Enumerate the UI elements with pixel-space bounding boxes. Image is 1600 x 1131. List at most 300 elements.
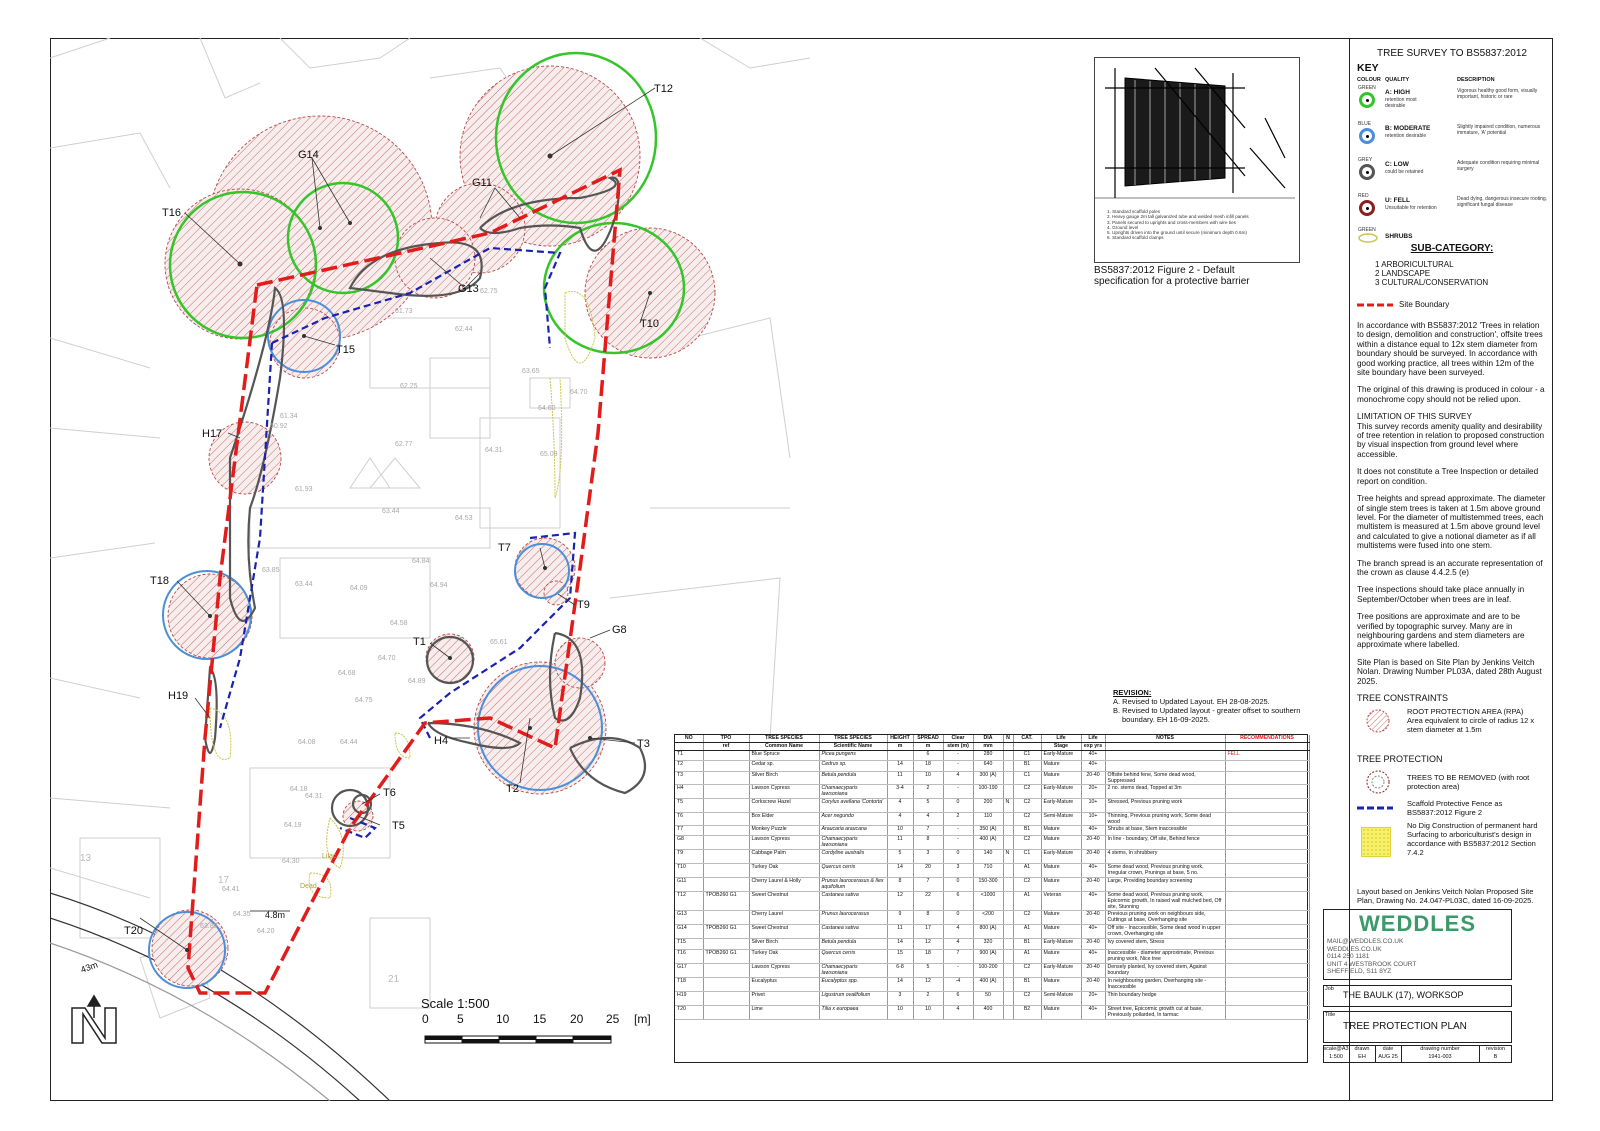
note-paragraph: Tree positions are approximate and are to be verified by topographic survey. Many are in neighbouring gardens and stem diameters are approximate where labelled. xyxy=(1357,612,1525,650)
revision-b2: boundary. EH 16-09-2025. xyxy=(1122,715,1210,724)
table-row xyxy=(675,812,1309,825)
level: 64.30 xyxy=(282,858,300,865)
label-T5: T5 xyxy=(392,820,405,832)
table-cell: Early-Mature xyxy=(1041,798,1081,812)
table-cell: T12 xyxy=(675,892,703,911)
table-subheader-cell: m xyxy=(913,743,943,751)
table-cell: G11 xyxy=(675,878,703,892)
table-cell: A1 xyxy=(1013,892,1041,911)
level: 61.34 xyxy=(280,413,298,420)
level: 64.18 xyxy=(290,786,308,793)
table-cell xyxy=(703,963,749,977)
company-address-2: SHEFFIELD, S11 8YZ xyxy=(1327,968,1392,976)
blue-circle-icon xyxy=(1359,128,1375,144)
table-cell: 40+ xyxy=(1081,892,1105,911)
table-header-cell: N xyxy=(1003,735,1013,743)
red-circle-icon xyxy=(1359,200,1375,216)
table-cell xyxy=(703,761,749,771)
table-cell: 10 xyxy=(913,771,943,784)
table-cell: 7 xyxy=(913,878,943,892)
table-cell: Previous pruning work on neighbours side, Cuttings at base, Overhanging site xyxy=(1105,911,1225,925)
table-cell: C1 xyxy=(1013,850,1041,864)
table-cell: Mature xyxy=(1041,1005,1081,1019)
table-cell: 10 xyxy=(887,1005,913,1019)
table-cell xyxy=(703,798,749,812)
table-cell: Chamaecyparis lawsoniana xyxy=(819,963,887,977)
table-cell xyxy=(1225,911,1309,925)
level: 64.94 xyxy=(430,582,448,589)
table-row xyxy=(675,991,1309,1005)
table-cell: 11 xyxy=(887,925,913,939)
constraints-title: TREE CONSTRAINTS xyxy=(1357,693,1449,703)
table-cell: 900 (A) xyxy=(973,949,1003,963)
scale-bar xyxy=(425,1036,611,1043)
table-cell: 20-40 xyxy=(1081,878,1105,892)
fence-label: Scaffold Protective Fence as BS5837:2012 Figure 2 xyxy=(1407,798,1503,817)
table-cell xyxy=(1003,761,1013,771)
table-cell xyxy=(1225,977,1309,991)
table-cell: Mature xyxy=(1041,949,1081,963)
table-cell: Cedrus sp. xyxy=(819,761,887,771)
level: 64.31 xyxy=(305,793,323,800)
table-cell: 150-300 xyxy=(973,878,1003,892)
key-col-colour: COLOUR xyxy=(1357,77,1381,83)
table-cell: 4 xyxy=(913,812,943,825)
table-cell xyxy=(703,878,749,892)
table-cell: Cherry Laurel xyxy=(749,911,819,925)
table-cell: Early-Mature xyxy=(1041,963,1081,977)
table-row xyxy=(675,784,1309,798)
table-cell: 300 (A) xyxy=(973,771,1003,784)
table-cell: G8 xyxy=(675,836,703,850)
scale-tick: 5 xyxy=(457,1012,464,1026)
company-email: MAIL@WEDDLES.CO.UK xyxy=(1327,938,1404,945)
level: 63.85 xyxy=(200,923,218,930)
level: 64.19 xyxy=(284,822,302,829)
table-cell: 22 xyxy=(913,892,943,911)
figure-note: 5. Uprights driven into the ground until secure (minimum depth 0.6m) xyxy=(1107,230,1247,236)
subcategory-title: SUB-CATEGORY: xyxy=(1410,243,1494,254)
scale-tick: 20 xyxy=(570,1012,584,1026)
barrier-figure xyxy=(1094,57,1300,263)
table-cell: 640 xyxy=(973,761,1003,771)
table-cell: 12 xyxy=(913,977,943,991)
table-subheader-cell: Stage xyxy=(1041,743,1081,751)
table-cell: 4 xyxy=(887,812,913,825)
figure-note: 2. Heavy gauge 2m tall galvanized tube and welded mesh infill panels xyxy=(1107,214,1249,220)
table-cell: 3 xyxy=(943,864,973,878)
table-cell: Mature xyxy=(1041,977,1081,991)
level: 65.61 xyxy=(490,639,508,646)
table-header-cell: DIA xyxy=(973,735,1003,743)
key-row-a-high xyxy=(1357,86,1547,122)
label-H19: H19 xyxy=(168,690,189,702)
table-header-cell: HEIGHT xyxy=(887,735,913,743)
table-row xyxy=(675,892,1309,911)
table-cell: Monkey Puzzle xyxy=(749,825,819,835)
table-cell: 20-40 xyxy=(1081,771,1105,784)
table-cell: B2 xyxy=(1013,1005,1041,1019)
label-T1: T1 xyxy=(413,636,426,648)
table-row xyxy=(675,836,1309,850)
table-cell: Shrubs at base, Stem inaccessible xyxy=(1105,825,1225,835)
table-subheader-cell: Scientific Name xyxy=(819,743,887,751)
table-subheader-cell xyxy=(1003,743,1013,751)
drawing-info-block xyxy=(1323,1045,1512,1063)
label-T15: T15 xyxy=(336,344,355,356)
key-category-list xyxy=(1357,86,1547,246)
table-cell: B1 xyxy=(1013,761,1041,771)
table-cell: 350 (A) xyxy=(973,825,1003,835)
table-cell: 3 xyxy=(887,991,913,1005)
north-glyph: N xyxy=(50,38,51,39)
table-header-cell: TREE SPECIES xyxy=(819,735,887,743)
table-cell: 17 xyxy=(913,925,943,939)
table-cell: Mature xyxy=(1041,761,1081,771)
label-G8: G8 xyxy=(612,624,627,636)
table-cell: C2 xyxy=(1013,991,1041,1005)
remove-label: TREES TO BE REMOVED (with root protection area) xyxy=(1407,772,1530,791)
table-header-cell: NO xyxy=(675,735,703,743)
table-cell: 8 xyxy=(887,878,913,892)
revision-title: REVISION: xyxy=(1113,688,1152,697)
table-cell xyxy=(1003,991,1013,1005)
level: 60.92 xyxy=(270,423,288,430)
table-cell: 6-8 xyxy=(887,963,913,977)
drawing-title: TREE PROTECTION PLAN xyxy=(1343,1021,1467,1032)
table-cell xyxy=(703,836,749,850)
table-subheader-cell xyxy=(1013,743,1041,751)
table-cell: 4 xyxy=(943,939,973,949)
table-cell: T10 xyxy=(675,864,703,878)
label-T12: T12 xyxy=(654,83,673,95)
revision-block xyxy=(1113,688,1300,724)
table-cell: Picea pungens xyxy=(819,751,887,761)
scale-tick: 15 xyxy=(533,1012,547,1026)
table-cell: 110 xyxy=(973,812,1003,825)
table-cell xyxy=(887,751,913,761)
table-cell: 2 xyxy=(943,812,973,825)
label-T3: T3 xyxy=(637,738,650,750)
no-dig-label: No Dig Construction of permanent hard Surfacing to arboriculturist's design in accordance with BS5837:2012 Section 7.4.2 xyxy=(1407,820,1538,857)
table-row xyxy=(675,878,1309,892)
label-G11: G11 xyxy=(472,177,492,189)
table-cell: Inaccessible - diameter approximate, Previous pruning work, Nice tree xyxy=(1105,949,1225,963)
colour-name: RED xyxy=(1358,193,1369,199)
table-cell: 18 xyxy=(913,949,943,963)
house-number: 13 xyxy=(80,853,92,864)
table-cell: Lawson Cypress xyxy=(749,836,819,850)
table-cell: Acer negundo xyxy=(819,812,887,825)
table-cell: 10+ xyxy=(1081,798,1105,812)
table-cell: Early-Mature xyxy=(1041,784,1081,798)
table-cell xyxy=(703,784,749,798)
table-cell xyxy=(1225,925,1309,939)
table-cell: - xyxy=(943,784,973,798)
table-header-cell: SPREAD xyxy=(913,735,943,743)
label-G13: G13 xyxy=(458,283,479,295)
scale-tick: 10 xyxy=(496,1012,510,1026)
table-cell: 20-40 xyxy=(1081,977,1105,991)
table-cell: 8 xyxy=(913,836,943,850)
table-cell: Mature xyxy=(1041,911,1081,925)
table-row xyxy=(675,771,1309,784)
level: 63.44 xyxy=(295,581,313,588)
table-cell: T16 xyxy=(675,949,703,963)
table-cell: 5 xyxy=(913,963,943,977)
table-cell: 3 xyxy=(913,850,943,864)
table-cell: Araucaria araucana xyxy=(819,825,887,835)
table-cell xyxy=(703,825,749,835)
scale-unit: [m] xyxy=(634,1012,651,1026)
note-paragraph: LIMITATION OF THIS SURVEY This survey records amenity quality and desirability of tree retention in relation to proposed construction by visual inspection from ground level where accessible. xyxy=(1357,412,1545,459)
table-cell xyxy=(1225,963,1309,977)
table-cell xyxy=(1225,798,1309,812)
table-header-row xyxy=(675,743,1309,751)
figure-note: 1. Standard scaffold poles xyxy=(1107,209,1161,214)
table-cell: Prunus laurocerasus & Ilex aquifolium xyxy=(819,878,887,892)
key-col-description: DESCRIPTION xyxy=(1457,77,1495,83)
revision-a: A. Revised to Updated Layout. EH 28-08-2025. xyxy=(1113,697,1270,706)
job-name: THE BAULK (17), WORKSOP xyxy=(1343,990,1464,1000)
layout-note: Layout based on Jenkins Veitch Nolan Proposed Site Plan, Drawing No. 24.047-PL03C, dated 16-09-2025. xyxy=(1357,887,1534,905)
table-cell: 14 xyxy=(887,761,913,771)
table-row xyxy=(675,977,1309,991)
info-drawn: drawn EH xyxy=(1349,1045,1376,1063)
table-cell: Corkscrew Hazel xyxy=(749,798,819,812)
table-cell: In line - boundary, Off site, Behind fence xyxy=(1105,836,1225,850)
table-cell: H4 xyxy=(675,784,703,798)
level: 64.84 xyxy=(412,558,430,565)
description: Dead dying, dangerous insecure rooting, significant fungal disease xyxy=(1457,196,1548,208)
table-row xyxy=(675,864,1309,878)
table-row xyxy=(675,939,1309,949)
table-cell: 0 xyxy=(943,798,973,812)
table-cell xyxy=(1225,939,1309,949)
scale-tick: 0 xyxy=(422,1012,429,1026)
level: 64.89 xyxy=(408,678,426,685)
level: 63.85 xyxy=(262,567,280,574)
table-cell: Turkey Oak xyxy=(749,864,819,878)
label-T20: T20 xyxy=(124,925,143,937)
info-drawing-number: drawing number 1941-003 xyxy=(1401,1045,1480,1063)
table-cell: Mature xyxy=(1041,878,1081,892)
table-cell xyxy=(1003,892,1013,911)
lilac-label: Lilac xyxy=(322,853,337,860)
table-cell: 4 xyxy=(943,771,973,784)
table-cell: Cordyline australis xyxy=(819,850,887,864)
table-cell: 6 xyxy=(943,991,973,1005)
table-cell: 400 (A) xyxy=(973,836,1003,850)
table-cell: Turkey Oak xyxy=(749,949,819,963)
table-cell: N xyxy=(1003,798,1013,812)
table-cell: 10 xyxy=(913,1005,943,1019)
table-cell: 40+ xyxy=(1081,761,1105,771)
table-cell xyxy=(703,977,749,991)
level: 64.68 xyxy=(338,670,356,677)
table-cell: - xyxy=(943,963,973,977)
table-cell: C2 xyxy=(1013,798,1041,812)
table-header-row xyxy=(675,735,1309,743)
quality: C: LOW xyxy=(1385,161,1409,168)
spot-levels xyxy=(200,288,588,935)
house-number: 17 xyxy=(218,875,230,886)
table-cell: T9 xyxy=(675,850,703,864)
key-col-quality: QUALITY xyxy=(1385,77,1410,83)
level: 64.70 xyxy=(570,389,588,396)
figure-note: 4. Ground level xyxy=(1107,224,1139,230)
table-cell: 0 xyxy=(943,878,973,892)
table-cell: 2 no. stems dead, Topped at 3m xyxy=(1105,784,1225,798)
table-cell: 20-40 xyxy=(1081,836,1105,850)
table-cell: G17 xyxy=(675,963,703,977)
table-subheader-cell: exp yrs xyxy=(1081,743,1105,751)
colour-name: GREEN xyxy=(1358,227,1376,233)
table-cell: 40+ xyxy=(1081,825,1105,835)
note-paragraph: It does not constitute a Tree Inspection or detailed report on condition. xyxy=(1357,467,1539,486)
rpa-icon xyxy=(1365,708,1391,734)
table-row xyxy=(675,761,1309,771)
table-cell: Blue Spruce xyxy=(749,751,819,761)
rpa-areas xyxy=(152,66,715,986)
table-cell: 6 xyxy=(913,751,943,761)
table-cell: TPOB260 G1 xyxy=(703,925,749,939)
table-subheader-cell xyxy=(1225,743,1309,751)
site-boundary-label: Site Boundary xyxy=(1399,300,1450,309)
level: 62.44 xyxy=(455,326,473,333)
no-dig-icon xyxy=(1361,827,1391,857)
table-cell xyxy=(703,864,749,878)
table-row xyxy=(675,925,1309,939)
table-cell xyxy=(1225,850,1309,864)
table-cell xyxy=(1225,812,1309,825)
table-row xyxy=(675,850,1309,864)
table-cell: Quercus cerris xyxy=(819,949,887,963)
level: 64.58 xyxy=(390,620,408,627)
scale-tick: 25 xyxy=(606,1012,620,1026)
north-arrow xyxy=(72,996,116,1043)
figure-note: 3. Panels secured to uprights and cross-members with wire ties xyxy=(1107,219,1236,225)
table-cell xyxy=(703,911,749,925)
scale-title: Scale 1:500 xyxy=(421,996,490,1011)
table-cell: 20-40 xyxy=(1081,850,1105,864)
table-cell xyxy=(1225,991,1309,1005)
table-cell: TPOB260 G1 xyxy=(703,892,749,911)
table-cell: Street tree, Epicormic growth cut at base, Previously pollarded, In tarmac xyxy=(1105,1005,1225,1019)
table-cell: A1 xyxy=(1013,949,1041,963)
table-cell: Cedar sp. xyxy=(749,761,819,771)
table-cell: Lawson Cypress xyxy=(749,963,819,977)
table-cell: 100-200 xyxy=(973,963,1003,977)
table-row xyxy=(675,751,1309,761)
table-cell: Some dead wood, Previous pruning work, Irregular crown, Prunings at base, 5 no. xyxy=(1105,864,1225,878)
protection-title: TREE PROTECTION xyxy=(1357,754,1443,764)
table-cell: 15 xyxy=(887,949,913,963)
table-cell: C2 xyxy=(1013,911,1041,925)
table-cell: 4 xyxy=(943,925,973,939)
level: 61.73 xyxy=(395,308,413,315)
level: 64.31 xyxy=(485,447,503,454)
level: 64.35 xyxy=(233,911,251,918)
table-subheader-cell: stem (m) xyxy=(943,743,973,751)
table-row xyxy=(675,1005,1309,1019)
table-cell xyxy=(1003,784,1013,798)
tree-schedule-grid xyxy=(675,735,1310,1020)
note-paragraph: Tree heights and spread approximate. The diameter of single stem trees is taken at 1.5m above ground level. For the diameter of multistemmed trees, each multistem is measured at 1.5m above ground level and calculated to give a notional diameter as if all multistems were fused into one stem. xyxy=(1357,494,1546,551)
table-cell: 40+ xyxy=(1081,949,1105,963)
table-cell: Mature xyxy=(1041,771,1081,784)
figure-caption-line1: BS5837:2012 Figure 2 - Default xyxy=(1094,265,1235,276)
level: 62.77 xyxy=(395,441,413,448)
table-cell: 4 xyxy=(943,1005,973,1019)
table-subheader-cell: Common Name xyxy=(749,743,819,751)
colour-name: GREEN xyxy=(1358,85,1376,91)
table-cell: 280 xyxy=(973,751,1003,761)
table-cell: 20-40 xyxy=(1081,939,1105,949)
table-cell: 40+ xyxy=(1081,751,1105,761)
table-cell: 8 xyxy=(913,911,943,925)
company-phone: 0114 250 1181 xyxy=(1327,953,1370,961)
table-cell xyxy=(1225,892,1309,911)
table-cell: Mature xyxy=(1041,864,1081,878)
description: Adequate condition requiring minimal surgery xyxy=(1457,160,1540,172)
table-cell: 5 xyxy=(887,850,913,864)
figure-note: 6. Standard scaffold clamps xyxy=(1107,235,1164,241)
table-cell: 710 xyxy=(973,864,1003,878)
table-cell: Stressed, Previous pruning work xyxy=(1105,798,1225,812)
table-cell: 140 xyxy=(973,850,1003,864)
table-header-cell: Life xyxy=(1041,735,1081,743)
key-row-u-fell xyxy=(1357,194,1547,230)
table-cell: TPOB260 G1 xyxy=(703,949,749,963)
quality: A: HIGH xyxy=(1385,89,1410,96)
table-cell xyxy=(1225,864,1309,878)
table-cell: 11 xyxy=(887,836,913,850)
fence-icon xyxy=(1357,804,1393,812)
table-cell: 400 (A) xyxy=(973,977,1003,991)
quality-sub: could be retained xyxy=(1385,169,1424,175)
level: 63.65 xyxy=(522,368,540,375)
table-cell: Cabbage Palm xyxy=(749,850,819,864)
table-cell xyxy=(1003,963,1013,977)
table-cell: Sweet Chestnut xyxy=(749,925,819,939)
table-cell: Corylus avellana 'Contorta' xyxy=(819,798,887,812)
table-cell: Lawson Cypress xyxy=(749,784,819,798)
subcategory-item: 2 LANDSCAPE xyxy=(1375,268,1431,278)
table-cell: 14 xyxy=(887,977,913,991)
table-cell: 0 xyxy=(943,850,973,864)
revision-b1: B. Revised to Updated layout - greater offset to southern xyxy=(1113,706,1301,715)
table-cell: Mature xyxy=(1041,925,1081,939)
level: 61.93 xyxy=(295,486,313,493)
quality-sub: Unsuitable for retention xyxy=(1385,205,1437,211)
label-H4: H4 xyxy=(434,735,449,747)
note-paragraph: The branch spread is an accurate representation of the crown as clause 4.4.2.5 (e) xyxy=(1357,558,1543,577)
table-header-cell: RECOMMENDATIONS xyxy=(1225,735,1309,743)
table-cell xyxy=(1105,751,1225,761)
table-row xyxy=(675,798,1309,812)
table-cell: B1 xyxy=(1013,825,1041,835)
table-cell: Eucalyptus spp. xyxy=(819,977,887,991)
title-block xyxy=(1323,1011,1512,1043)
table-cell: Semi-Mature xyxy=(1041,812,1081,825)
table-subheader-cell: mm xyxy=(973,743,1003,751)
table-cell: B1 xyxy=(1013,977,1041,991)
colour-name: GREY xyxy=(1358,157,1373,163)
table-cell xyxy=(703,771,749,784)
label-G14: G14 xyxy=(298,149,319,161)
table-subheader-cell: ref xyxy=(703,743,749,751)
